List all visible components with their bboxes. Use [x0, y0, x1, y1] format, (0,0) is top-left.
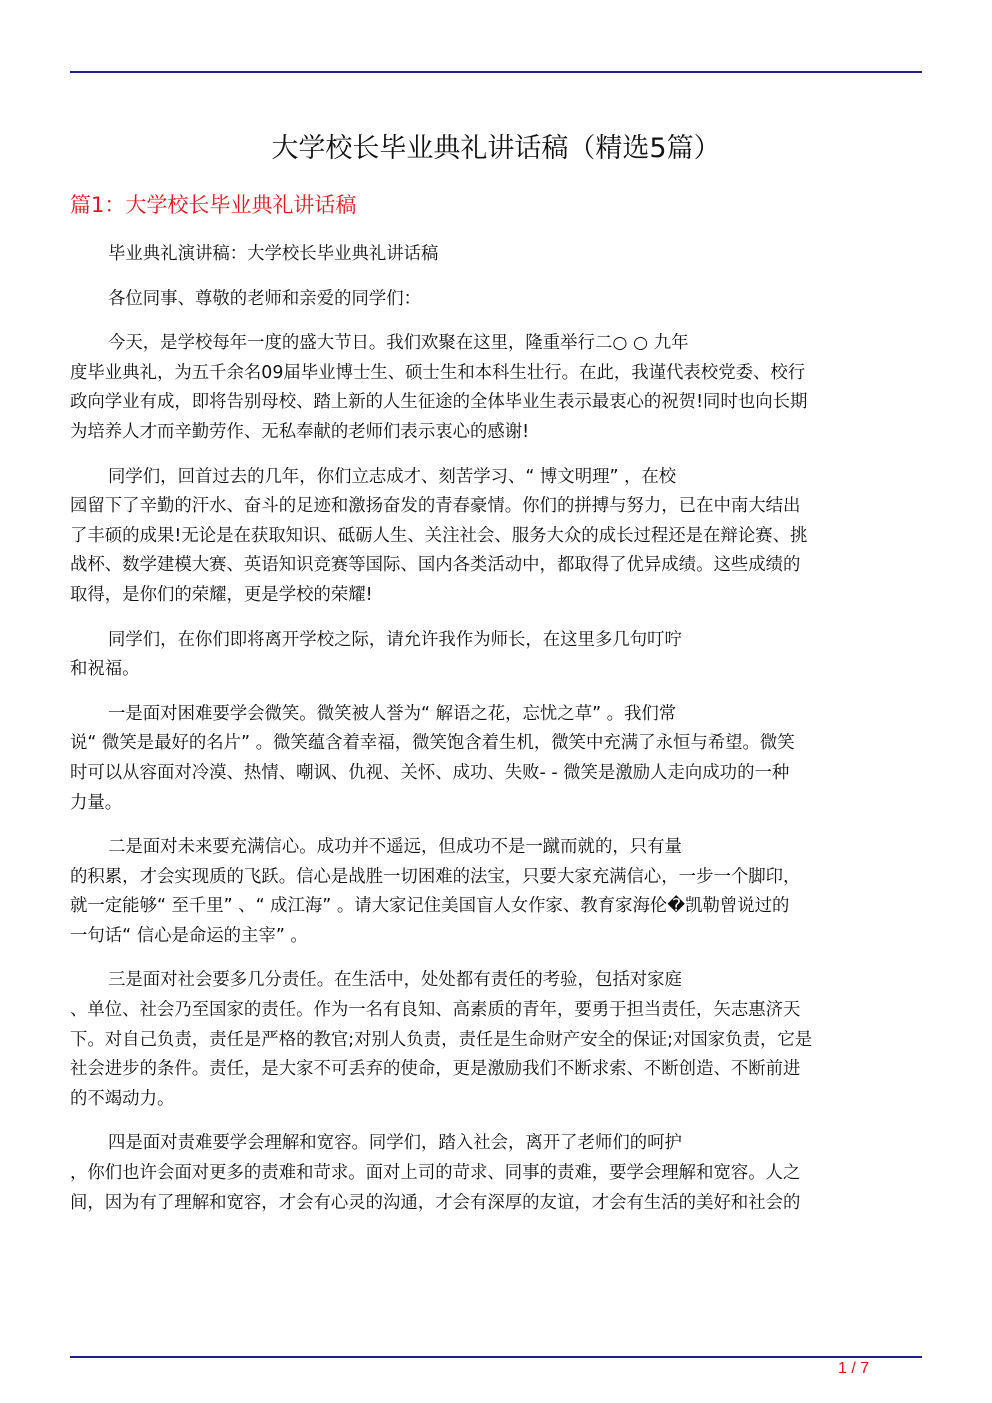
header-rule [70, 71, 922, 73]
paragraph-line: 社会进步的条件。责任，是大家不可丢弃的使命，更是激励我们不断求索、不断创造、不断前进 [70, 1059, 801, 1080]
paragraph-line: 今天，是学校每年一度的盛大节日。我们欢聚在这里，隆重举行二○ ○ 九年 [108, 333, 689, 354]
paragraph-line: 四是面对责难要学会理解和宽容。同学们，踏入社会，离开了老师们的呵护 [108, 1133, 682, 1154]
paragraph-line: ，你们也许会面对更多的责难和苛求。面对上司的苛求、同事的责难，要学会理解和宽容。人之 [70, 1163, 801, 1184]
paragraph-line: 说“ 微笑是最好的名片” 。微笑蕴含着幸福，微笑饱含着生机，微笑中充满了永恒与希望。微笑 [70, 733, 795, 754]
paragraph-line: 一是面对困难要学会微笑。微笑被人誉为“ 解语之花，忘忧之草” 。我们常 [108, 703, 677, 724]
page-number: 1 / 7 [838, 1360, 870, 1377]
paragraph [70, 1129, 922, 1218]
paragraph-line: 的不竭动力。 [70, 1088, 175, 1109]
document-body [70, 240, 922, 1233]
paragraph-line: 二是面对未来要充满信心。成功并不遥远，但成功不是一蹴而就的，只有量 [108, 837, 682, 858]
paragraph-line: 同学们，在你们即将离开学校之际，请允许我作为师长，在这里多几句叮咛 [108, 629, 682, 650]
footer-rule [70, 1356, 922, 1358]
paragraph-line: 了丰硕的成果!无论是在获取知识、砥砺人生、关注社会、服务大众的成长过程还是在辩论赛、挑 [70, 525, 808, 546]
paragraph-line: 的积累，才会实现质的飞跃。信心是战胜一切困难的法宝，只要大家充满信心，一步一个脚印， [70, 866, 801, 887]
paragraph-line: 度毕业典礼，为五千余名09届毕业博士生、硕士生和本科生壮行。在此，我谨代表校党委、校行 [70, 362, 806, 383]
paragraph [70, 700, 922, 818]
paragraph [70, 833, 922, 951]
section-heading: 篇1：大学校长毕业典礼讲话稿 [70, 193, 357, 217]
paragraph-line: 各位同事、尊敬的老师和亲爱的同学们： [108, 288, 422, 309]
paragraph-line: 就一定能够“ 至千里” 、“ 成江海” 。请大家记住美国盲人女作家、教育家海伦�凯勒曾说过的 [70, 896, 790, 917]
paragraph-line: 战杯、数学建模大赛、英语知识竞赛等国际、国内各类活动中，都取得了优异成绩。这些成绩的 [70, 555, 801, 576]
paragraph-line: 间，因为有了理解和宽容，才会有心灵的沟通，才会有深厚的友谊，才会有生活的美好和社会的 [70, 1192, 801, 1213]
paragraph-line: 一句话“ 信心是命运的主宰” 。 [70, 925, 308, 946]
paragraph-line: 政向学业有成，即将告别母校、踏上新的人生征途的全体毕业生表示最衷心的祝贺!同时也向长期 [70, 392, 808, 413]
paragraph-line: 园留下了辛勤的汗水、奋斗的足迹和激扬奋发的青春豪情。你们的拼搏与努力，已在中南大结出 [70, 496, 801, 517]
paragraph-line: 时可以从容面对冷漠、热情、嘲讽、仇视、关怀、成功、失败- - 微笑是激励人走向成功的一种 [70, 762, 790, 783]
paragraph [70, 626, 922, 685]
paragraph-line: 为培养人才而辛勤劳作、无私奉献的老师们表示衷心的感谢! [70, 421, 530, 442]
paragraph-line: 三是面对社会要多几分责任。在生活中，处处都有责任的考验，包括对家庭 [108, 970, 682, 991]
paragraph-line: 同学们，回首过去的几年，你们立志成才、刻苦学习、“ 博文明理” ，在校 [108, 466, 677, 487]
paragraph [70, 463, 922, 611]
paragraph-subtitle [70, 240, 922, 270]
paragraph [70, 966, 922, 1114]
paragraph-line: 毕业典礼演讲稿：大学校长毕业典礼讲话稿 [108, 244, 439, 264]
document-title: 大学校长毕业典礼讲话稿（精选5篇） [271, 133, 721, 164]
paragraph-line: 取得，是你们的荣耀，更是学校的荣耀! [70, 584, 373, 605]
paragraph [70, 329, 922, 447]
paragraph-salutation [70, 285, 922, 315]
paragraph-line: 和祝福。 [70, 659, 140, 680]
paragraph-line: 力量。 [70, 792, 123, 813]
paragraph-line: 、单位、社会乃至国家的责任。作为一名有良知、高素质的青年，要勇于担当责任，矢志惠济天 [70, 1000, 801, 1021]
paragraph-line: 下。对自己负责，责任是严格的教官;对别人负责，责任是生命财产安全的保证;对国家负责，它是 [70, 1029, 813, 1050]
